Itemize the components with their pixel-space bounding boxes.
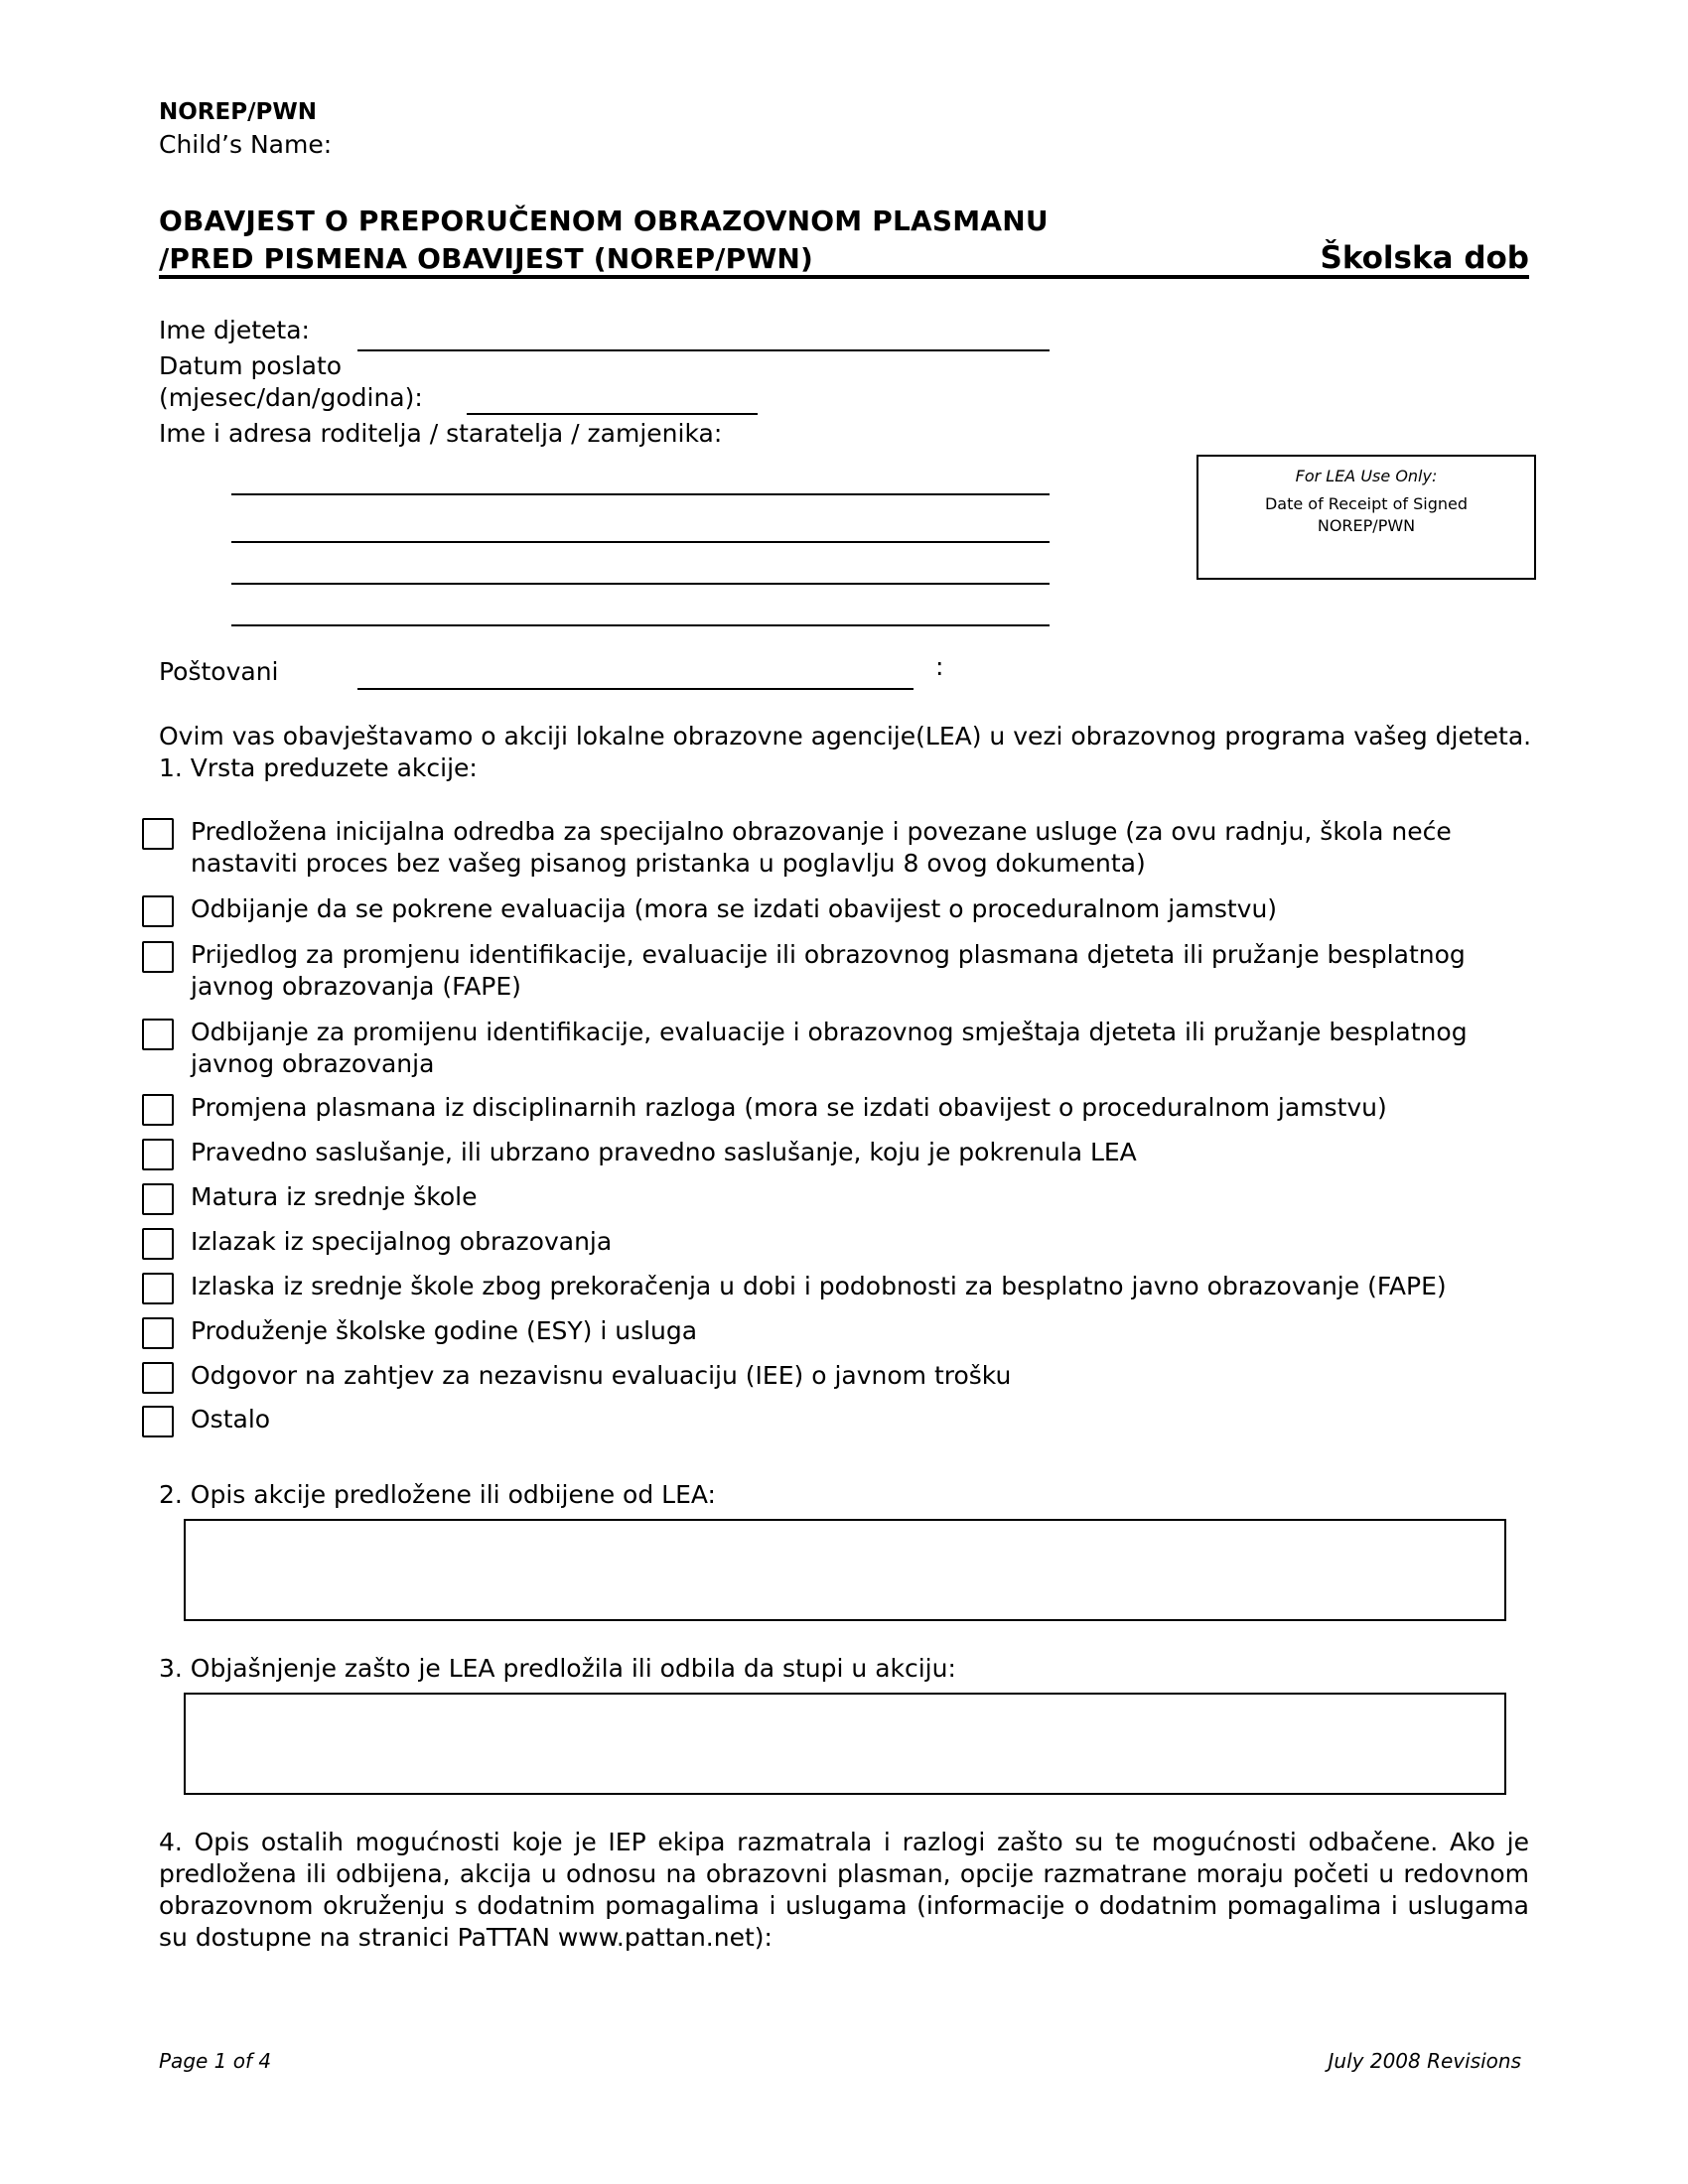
section-4-text: 4. Opis ostalih mogućnosti koje je IEP ekipa razmatrala i razlogi zašto su te mogućnosti odbačene. Ako je predložena ili odbijena, akcija u odnosu na obrazovni plasman, opcije razmatrane moraju početi u redovnom obrazovnom okruženju s dodatnim pomagalima i uslugama (informacije o dodatnim pomagalima i uslugama su dostupne na stranici PaTTAN www.pattan.net):	[159, 1828, 1529, 1952]
lea-use-box	[1196, 455, 1536, 580]
form-code: NOREP/PWN	[159, 99, 317, 125]
action-checkbox[interactable]	[142, 1406, 174, 1437]
action-checkbox[interactable]	[142, 1183, 174, 1215]
action-option-label: Promjena plasmana iz disciplinarnih razloga (mora se izdati obavijest o proceduralnom jamstvu)	[191, 1093, 1387, 1122]
greeting-colon: :	[935, 652, 944, 681]
date-format-label: (mjesec/dan/godina):	[159, 383, 423, 412]
action-checkbox[interactable]	[142, 1362, 174, 1394]
parent-address-line-3[interactable]	[231, 583, 1050, 585]
page-number: Page 1 of 4	[159, 2049, 272, 2073]
child-name-header-label: Child’s Name:	[159, 130, 333, 159]
action-checkbox[interactable]	[142, 1139, 174, 1170]
section-3-title: 3. Objašnjenje zašto je LEA predložila ili odbila da stupi u akciju:	[159, 1654, 956, 1683]
date-sent-field[interactable]	[467, 413, 758, 415]
action-checkbox[interactable]	[142, 895, 174, 927]
child-name-field[interactable]	[357, 349, 1050, 351]
action-checkbox[interactable]	[142, 941, 174, 973]
section-1-title: 1. Vrsta preduzete akcije:	[159, 753, 478, 782]
lea-receipt-label: Date of Receipt of Signed	[1264, 494, 1469, 513]
action-option-label: Odbijanje da se pokrene evaluacija (mora se izdati obavijest o proceduralnom jamstvu)	[191, 894, 1278, 923]
action-option-label: Predložena inicijalna odredba za specijalno obrazovanje i povezane usluge (za ovu radnju, škola neće nastaviti proces bez vašeg pisanog pristanka u poglavlju 8 ovog dokumenta)	[191, 817, 1452, 878]
age-group-label: Školska dob	[1320, 240, 1529, 276]
action-checkbox[interactable]	[142, 1019, 174, 1050]
action-checkbox[interactable]	[142, 1273, 174, 1304]
action-option-label: Odbijanje za promijenu identifikacije, evaluacije i obrazovnog smještaja djeteta ili pružanje besplatnog javnog obrazovanja	[191, 1018, 1468, 1078]
greeting-name-field[interactable]	[357, 688, 914, 690]
action-option-label: Pravedno saslušanje, ili ubrzano pravedno saslušanje, koju je pokrenula LEA	[191, 1138, 1137, 1166]
date-sent-label: Datum poslato	[159, 351, 343, 380]
action-option-label: Ostalo	[191, 1405, 271, 1433]
form-title-line-1: OBAVJEST O PREPORUČENOM OBRAZOVNOM PLASMANU	[159, 205, 1049, 237]
parent-name-address-label: Ime i adresa roditelja / staratelja / zamjenika:	[159, 419, 723, 448]
lea-use-title: For LEA Use Only:	[1295, 467, 1438, 485]
parent-address-line-1[interactable]	[231, 493, 1050, 495]
revision-date: July 2008 Revisions	[1328, 2049, 1521, 2073]
action-checkbox[interactable]	[142, 1094, 174, 1126]
child-name-label: Ime djeteta:	[159, 316, 310, 344]
intro-text: Ovim vas obavještavamo o akciji lokalne obrazovne agencije(LEA) u vezi obrazovnog programa vašeg djeteta.	[159, 722, 1532, 751]
action-option-label: Odgovor na zahtjev za nezavisnu evaluaciju (IEE) o javnom trošku	[191, 1361, 1012, 1390]
section-2-title: 2. Opis akcije predložene ili odbijene od LEA:	[159, 1480, 716, 1509]
section-3-answer-box[interactable]	[184, 1693, 1506, 1795]
greeting-label: Poštovani	[159, 657, 279, 686]
parent-address-line-4[interactable]	[231, 624, 1050, 626]
action-option-label: Produženje školske godine (ESY) i usluga	[191, 1316, 698, 1345]
title-divider	[159, 275, 1529, 279]
action-option-label: Izlaska iz srednje škole zbog prekoračenja u dobi i podobnosti za besplatno javno obrazovanje (FAPE)	[191, 1272, 1447, 1300]
lea-receipt-form-code: NOREP/PWN	[1317, 516, 1416, 535]
action-option-label: Prijedlog za promjenu identifikacije, evaluacije ili obrazovnog plasmana djeteta ili pružanje besplatnog javnog obrazovanja (FAPE)	[191, 940, 1466, 1001]
form-title-line-2: /PRED PISMENA OBAVIJEST (NOREP/PWN)	[159, 242, 814, 275]
section-2-answer-box[interactable]	[184, 1519, 1506, 1621]
action-option-label: Izlazak iz specijalnog obrazovanja	[191, 1227, 613, 1256]
action-checkbox[interactable]	[142, 818, 174, 850]
action-checkbox[interactable]	[142, 1228, 174, 1260]
action-option-label: Matura iz srednje škole	[191, 1182, 478, 1211]
action-checkbox[interactable]	[142, 1317, 174, 1349]
parent-address-line-2[interactable]	[231, 541, 1050, 543]
